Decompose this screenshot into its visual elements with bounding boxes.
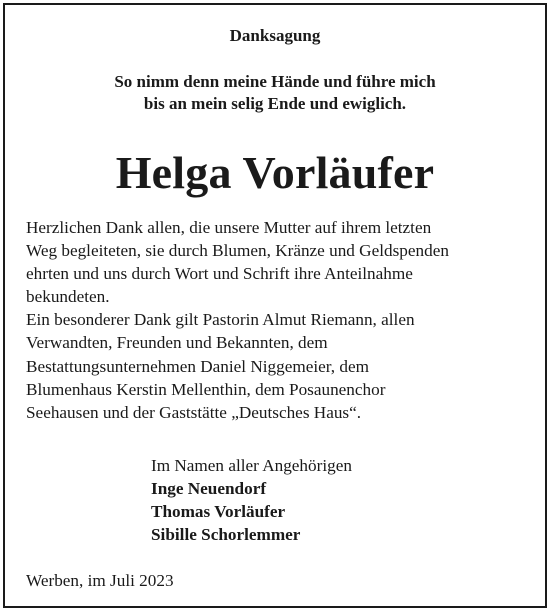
obituary-notice (3, 3, 547, 608)
text-line: Verwandten, Freunden und Bekannten, dem (26, 333, 328, 353)
verse (5, 71, 545, 115)
thanks-text (26, 216, 536, 424)
text-line: Seehausen und der Gaststätte „Deutsches Haus“. (26, 402, 362, 422)
text-line: Bestattungsunternehmen Daniel Niggemeier, dem (26, 356, 369, 376)
text-line: ehrten und uns durch Wort und Schrift ihre Anteilnahme (26, 264, 413, 284)
verse-line: bis an mein selig Ende und ewiglich. (143, 94, 407, 113)
text-line: Blumenhaus Kerstin Mellenthin, dem Posaunenchor (26, 379, 386, 399)
deceased-name: Helga Vorläufer (115, 147, 435, 198)
signer-name: Inge Neuendorf (151, 479, 267, 498)
text-line: Weg begleiteten, sie durch Blumen, Kränze und Geldspenden (26, 241, 449, 261)
signers-intro: Im Namen aller Angehörigen (151, 456, 352, 475)
verse-line: So nimm denn meine Hände und führe mich (114, 72, 436, 91)
text-line: Herzlichen Dank allen, die unsere Mutter auf ihrem letzten (26, 218, 432, 237)
text-line: bekundeten. (26, 287, 110, 307)
text-line: Ein besonderer Dank gilt Pastorin Almut Riemann, allen (26, 310, 415, 330)
place-and-date: Werben, im Juli 2023 (26, 571, 174, 590)
signer-name: Thomas Vorläufer (151, 502, 286, 521)
notice-heading: Danksagung (229, 26, 321, 45)
signers-block (151, 454, 352, 546)
signer-name: Sibille Schorlemmer (151, 525, 301, 544)
